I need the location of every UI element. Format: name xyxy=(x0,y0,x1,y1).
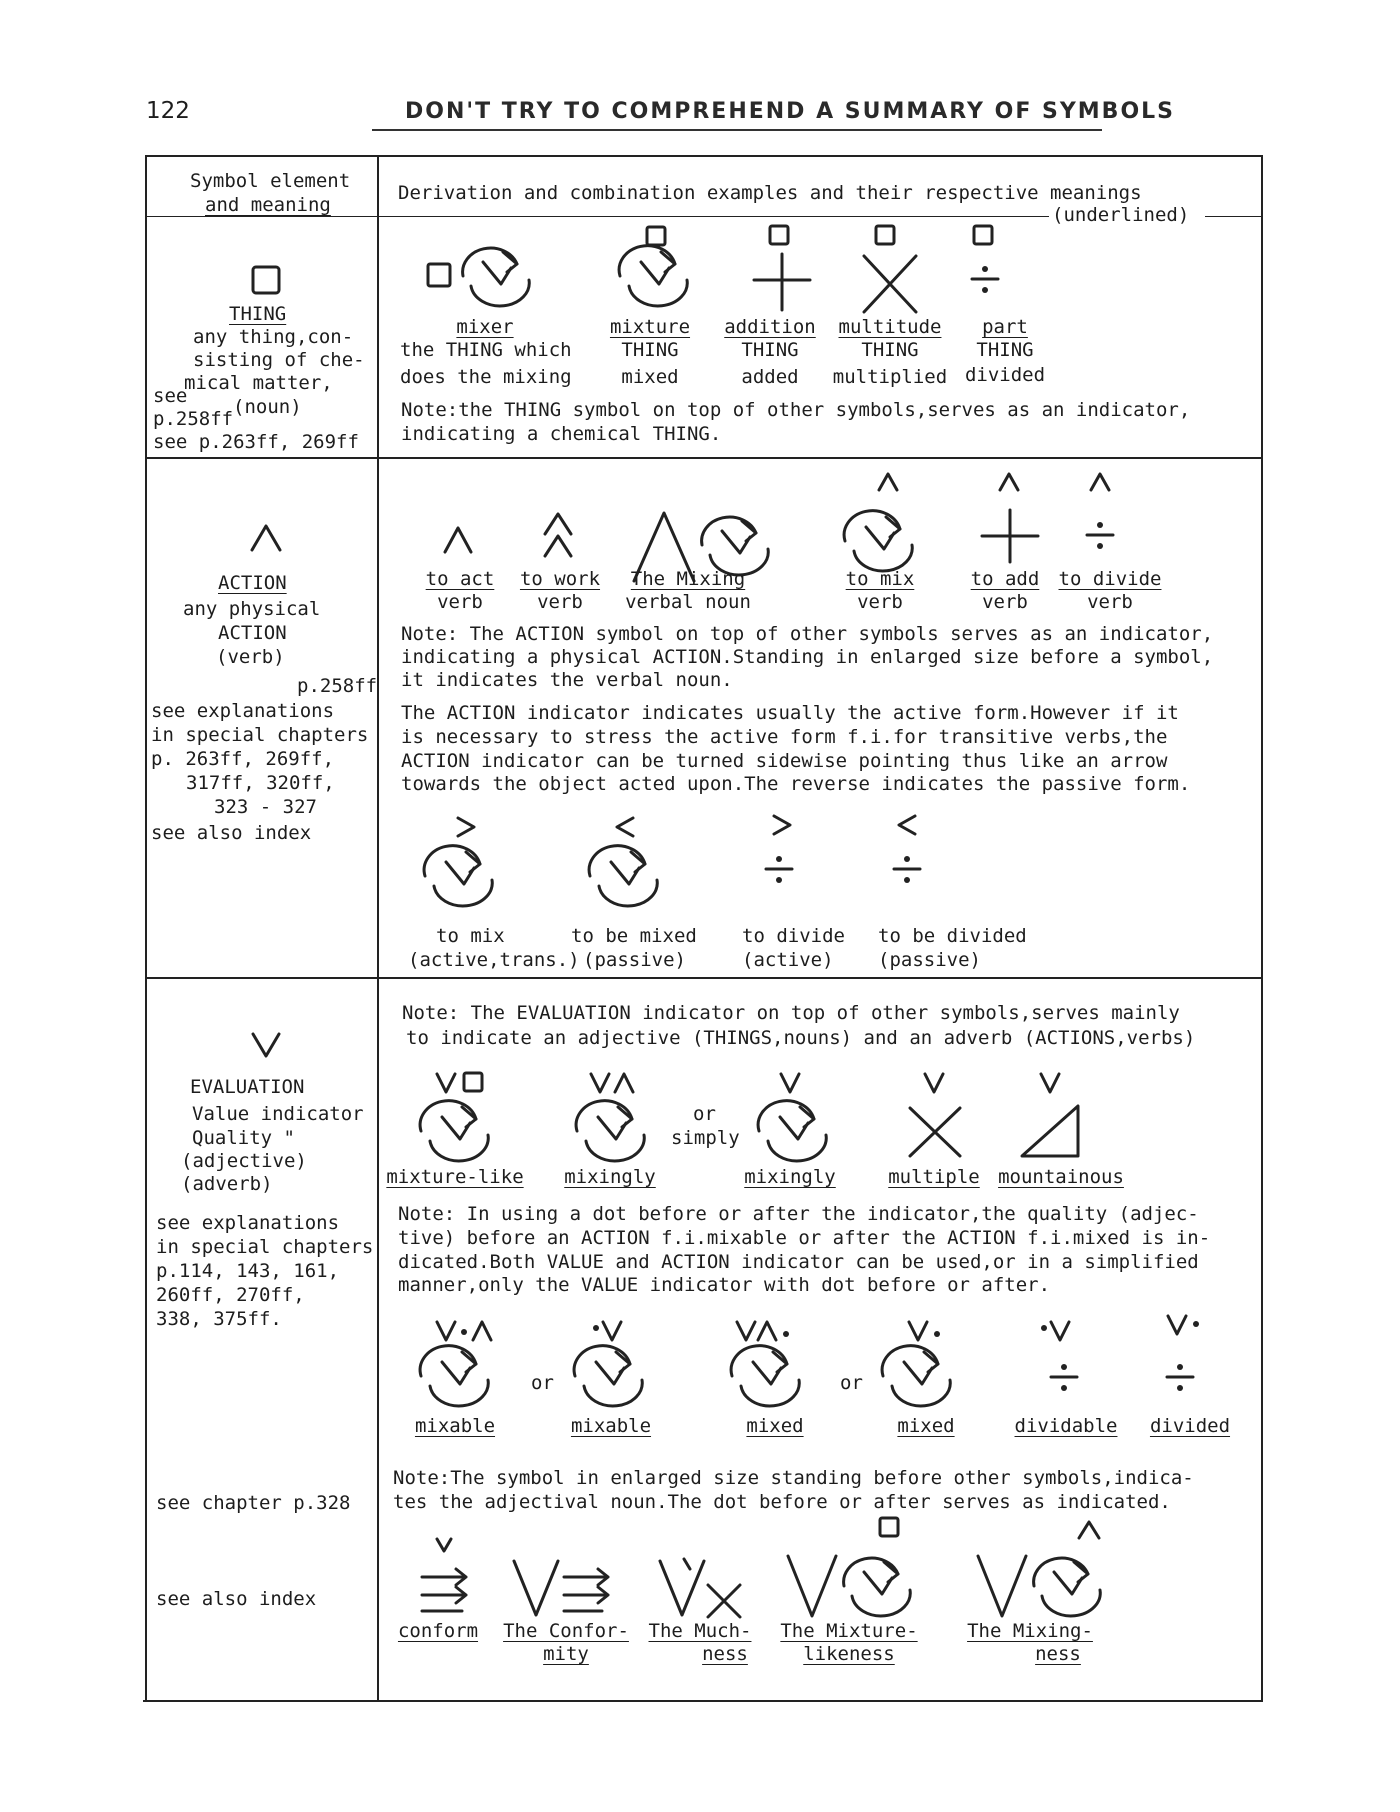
to-mix-example: to mix verb xyxy=(845,568,915,613)
muchness-symbol-icon xyxy=(656,1555,752,1621)
divided-indicator-icon xyxy=(1165,1312,1201,1338)
mixture-example: mixture THING mixed xyxy=(609,316,691,388)
thing-desc-1: any thing,con- xyxy=(193,326,354,348)
dir-3-line2: (active) xyxy=(742,949,834,971)
dot-note-line1: Note: In using a dot before or after the indicator,the quality (adjec- xyxy=(398,1203,1199,1225)
dir-4-line2: (passive) xyxy=(878,949,981,971)
evaluation-see-2: in special chapters xyxy=(156,1236,374,1258)
evaluation-see-7: see also index xyxy=(156,1588,317,1610)
thing-square-icon xyxy=(250,264,282,296)
dot-note-line4: manner,only the VALUE indicator with dot before or after. xyxy=(398,1274,1051,1296)
thing-note-line1: Note:the THING symbol on top of other symbols,serves as an indicator, xyxy=(401,399,1191,421)
to-mix-symbol-icon xyxy=(840,505,940,575)
thing-see: see xyxy=(153,385,188,407)
to-divide-example: to divide verb xyxy=(1058,568,1162,613)
mixingly-indicator-icon xyxy=(588,1070,638,1096)
mixable-label-2: mixable xyxy=(570,1415,652,1437)
eval-note3-line2: tes the adjectival noun.The dot before or after serves as indicated. xyxy=(393,1491,1171,1513)
divide-passive-arrow-icon xyxy=(895,812,919,838)
evaluation-desc-3: (adjective) xyxy=(181,1150,307,1172)
thing-page-ref: p.258ff xyxy=(153,408,234,430)
header-col2-sub: (underlined) xyxy=(1052,204,1190,226)
multitude-example: multitude THING multiplied xyxy=(832,316,948,388)
dir-1-line2: (active,trans.) xyxy=(408,949,580,971)
mixingly-symbol-icon xyxy=(572,1095,672,1165)
evaluation-see-3: p.114, 143, 161, xyxy=(156,1260,340,1282)
eval-note3-line1: Note:The symbol in enlarged size standing before other symbols,indica- xyxy=(393,1467,1194,1489)
part-divide-icon xyxy=(968,262,1002,296)
divided-label: divided xyxy=(1149,1415,1231,1437)
table-column-divider xyxy=(377,155,379,1700)
thing-name: THING xyxy=(229,303,287,325)
evaluation-note-line1: Note: The EVALUATION indicator on top of other symbols,serves mainly xyxy=(402,1002,1180,1024)
to-add-plus-icon xyxy=(978,506,1042,566)
mixingly-label-1: mixingly xyxy=(564,1166,656,1188)
mixture-like-symbol-icon xyxy=(416,1095,516,1165)
table-border-bottom xyxy=(143,1700,1263,1702)
mixed-label-2: mixed xyxy=(897,1415,955,1437)
addition-plus-icon xyxy=(750,250,814,314)
header-col2: Derivation and combination examples and their respective meanings xyxy=(398,182,1142,204)
mixing-noun-example: The Mixing verbal noun xyxy=(625,568,751,613)
evaluation-see-6: see chapter p.328 xyxy=(156,1492,351,1514)
row-divider-thing xyxy=(145,457,1263,459)
mountainous-indicator-icon xyxy=(1038,1070,1062,1096)
conform-example: conform xyxy=(397,1620,479,1642)
addition-example: addition THING added xyxy=(724,316,816,388)
page-title: DON'T TRY TO COMPREHEND A SUMMARY OF SYMBOLS xyxy=(405,99,1176,124)
action-name: ACTION xyxy=(218,572,287,594)
to-add-example: to add verb xyxy=(970,568,1040,613)
header-rule-right xyxy=(379,216,1049,217)
evaluation-note-line2: to indicate an adjective (THINGS,nouns) and an adverb (ACTIONS,verbs) xyxy=(406,1027,1196,1049)
part-example: part THING divided xyxy=(964,316,1046,386)
dir-4-line1: to be divided xyxy=(878,925,1027,947)
mixable-label-1: mixable xyxy=(414,1415,496,1437)
mixture-likeness-example: The Mixture- likeness xyxy=(780,1620,918,1665)
mountainous-label: mountainous xyxy=(998,1166,1124,1188)
action-see-4: 317ff, 320ff, xyxy=(186,772,335,794)
passive-arrow-icon xyxy=(613,814,637,840)
or-label-1: or xyxy=(693,1103,716,1125)
muchness-example: The Much- ness xyxy=(648,1620,752,1665)
thing-note-line2: indicating a chemical THING. xyxy=(401,423,722,445)
multitude-indicator-icon xyxy=(874,224,898,248)
to-be-mixed-symbol-icon xyxy=(585,840,685,910)
page-number: 122 xyxy=(146,98,190,124)
divided-divide-icon xyxy=(1163,1360,1197,1394)
evaluation-desc-1: Value indicator xyxy=(192,1103,364,1125)
mixable-symbol-1-icon xyxy=(416,1340,516,1410)
table-border-left xyxy=(145,155,147,1700)
action-see-1: see explanations xyxy=(151,700,335,722)
thing-noun-label: (noun) xyxy=(233,396,302,418)
evaluation-desc-2: Quality " xyxy=(192,1127,295,1149)
dir-2-line2: (passive) xyxy=(583,949,686,971)
evaluation-desc-4: (adverb) xyxy=(181,1173,273,1195)
mixing-ness-symbol-icon xyxy=(974,1546,1114,1626)
or-label-3: or xyxy=(840,1372,863,1394)
to-add-indicator-icon xyxy=(997,470,1021,494)
mixed-symbol-1-icon xyxy=(727,1340,827,1410)
mixture-like-label: mixture-like xyxy=(386,1166,524,1188)
mixing-ness-example: The Mixing- ness xyxy=(967,1620,1093,1665)
mixture-likeness-indicator-icon xyxy=(878,1516,902,1540)
multiple-label: multiple xyxy=(888,1166,980,1188)
simply-label: simply xyxy=(671,1127,740,1149)
dir-2-line1: to be mixed xyxy=(571,925,697,947)
conformity-example: The Confor- mity xyxy=(503,1620,629,1665)
action-desc-2: ACTION xyxy=(218,622,287,644)
to-act-example: to act verb xyxy=(425,568,495,613)
action-note-line1: Note: The ACTION symbol on top of other symbols serves as an indicator, xyxy=(401,623,1214,645)
to-act-caret-icon xyxy=(441,524,475,556)
to-work-double-caret-icon xyxy=(540,510,576,560)
dot-note-line3: dicated.Both VALUE and ACTION indicator can be used,or in a simplified xyxy=(398,1251,1199,1273)
action-para-line2: is necessary to stress the active form f.i.for transitive verbs,the xyxy=(401,726,1168,748)
action-desc-1: any physical xyxy=(183,598,321,620)
thing-see-pages: see p.263ff, 269ff xyxy=(153,431,359,453)
action-desc-3: (verb) xyxy=(216,646,285,668)
to-divide-passive-icon xyxy=(890,852,924,886)
multitude-cross-icon xyxy=(858,252,922,316)
header-rule-end xyxy=(1205,216,1261,217)
evaluation-see-1: see explanations xyxy=(156,1212,340,1234)
or-label-2: or xyxy=(531,1372,554,1394)
multiple-indicator-icon xyxy=(922,1070,946,1096)
to-divide-indicator-icon xyxy=(1088,470,1112,494)
action-see-3: p. 263ff, 269ff, xyxy=(151,748,335,770)
mixed-symbol-2-icon xyxy=(878,1340,978,1410)
table-border-right xyxy=(1261,155,1263,1700)
action-see-2: in special chapters xyxy=(151,724,369,746)
header-col1-line1: Symbol element xyxy=(190,170,351,192)
to-divide-icon xyxy=(1083,518,1117,552)
evaluation-see-5: 338, 375ff. xyxy=(156,1308,282,1330)
dividable-indicator-icon xyxy=(1040,1318,1076,1344)
addition-indicator-icon xyxy=(768,224,792,248)
evaluation-v-icon xyxy=(249,1030,283,1060)
mixer-symbol-icon xyxy=(425,240,555,310)
conformity-symbol-icon xyxy=(510,1555,620,1621)
divide-active-arrow-icon xyxy=(770,812,794,838)
mixture-likeness-symbol-icon xyxy=(784,1546,924,1626)
to-work-example: to work verb xyxy=(519,568,601,613)
evaluation-name: EVALUATION xyxy=(190,1076,305,1098)
dir-3-line1: to divide xyxy=(742,925,845,947)
mixing-ness-indicator-icon xyxy=(1076,1518,1102,1542)
action-note-line2: indicating a physical ACTION.Standing in enlarged size before a symbol, xyxy=(401,646,1214,668)
mixture-like-indicator-icon xyxy=(434,1070,492,1096)
mixed-label-1: mixed xyxy=(746,1415,804,1437)
multiple-cross-icon xyxy=(906,1104,964,1160)
mixingly-simple-indicator-icon xyxy=(778,1070,802,1096)
table-border-top xyxy=(145,155,1263,157)
action-para-line1: The ACTION indicator indicates usually the active form.However if it xyxy=(401,702,1179,724)
to-mix-active-symbol-icon xyxy=(420,840,520,910)
thing-desc-2: sisting of che- xyxy=(193,349,365,371)
title-underline xyxy=(372,129,1102,131)
action-para-line4: towards the object acted upon.The reverse indicates the passive form. xyxy=(401,773,1191,795)
dot-note-line2: tive) before an ACTION f.i.mixable or after the ACTION f.i.mixed is in- xyxy=(398,1227,1211,1249)
to-mix-indicator-icon xyxy=(876,470,900,494)
dividable-label: dividable xyxy=(1014,1415,1118,1437)
to-divide-active-icon xyxy=(762,852,796,886)
part-indicator-icon xyxy=(972,224,996,248)
conform-indicator-icon xyxy=(434,1535,454,1555)
mixingly-label-2: mixingly xyxy=(744,1166,836,1188)
active-arrow-icon xyxy=(454,814,478,840)
row-divider-action xyxy=(145,977,1263,979)
evaluation-see-4: 260ff, 270ff, xyxy=(156,1284,305,1306)
action-caret-icon xyxy=(248,522,284,554)
mixingly-simple-symbol-icon xyxy=(754,1095,854,1165)
action-page-ref: p.258ff xyxy=(297,675,378,697)
thing-desc-3: mical matter, xyxy=(184,372,333,394)
action-see-5: 323 - 327 xyxy=(214,796,317,818)
mixer-example: mixer the THING which does the mixing xyxy=(400,316,572,388)
mountainous-triangle-icon xyxy=(1018,1102,1084,1160)
action-see-6: see also index xyxy=(151,822,312,844)
conform-arrows-icon xyxy=(418,1565,474,1617)
mixture-symbol-icon xyxy=(615,240,715,310)
dir-1-line1: to mix xyxy=(436,925,505,947)
dividable-divide-icon xyxy=(1047,1360,1081,1394)
action-para-line3: ACTION indicator can be turned sidewise pointing thus like an arrow xyxy=(401,750,1168,772)
mixable-symbol-2-icon xyxy=(570,1340,670,1410)
header-col1-line2: and meaning xyxy=(205,194,331,216)
action-note-line3: it indicates the verbal noun. xyxy=(401,669,733,691)
